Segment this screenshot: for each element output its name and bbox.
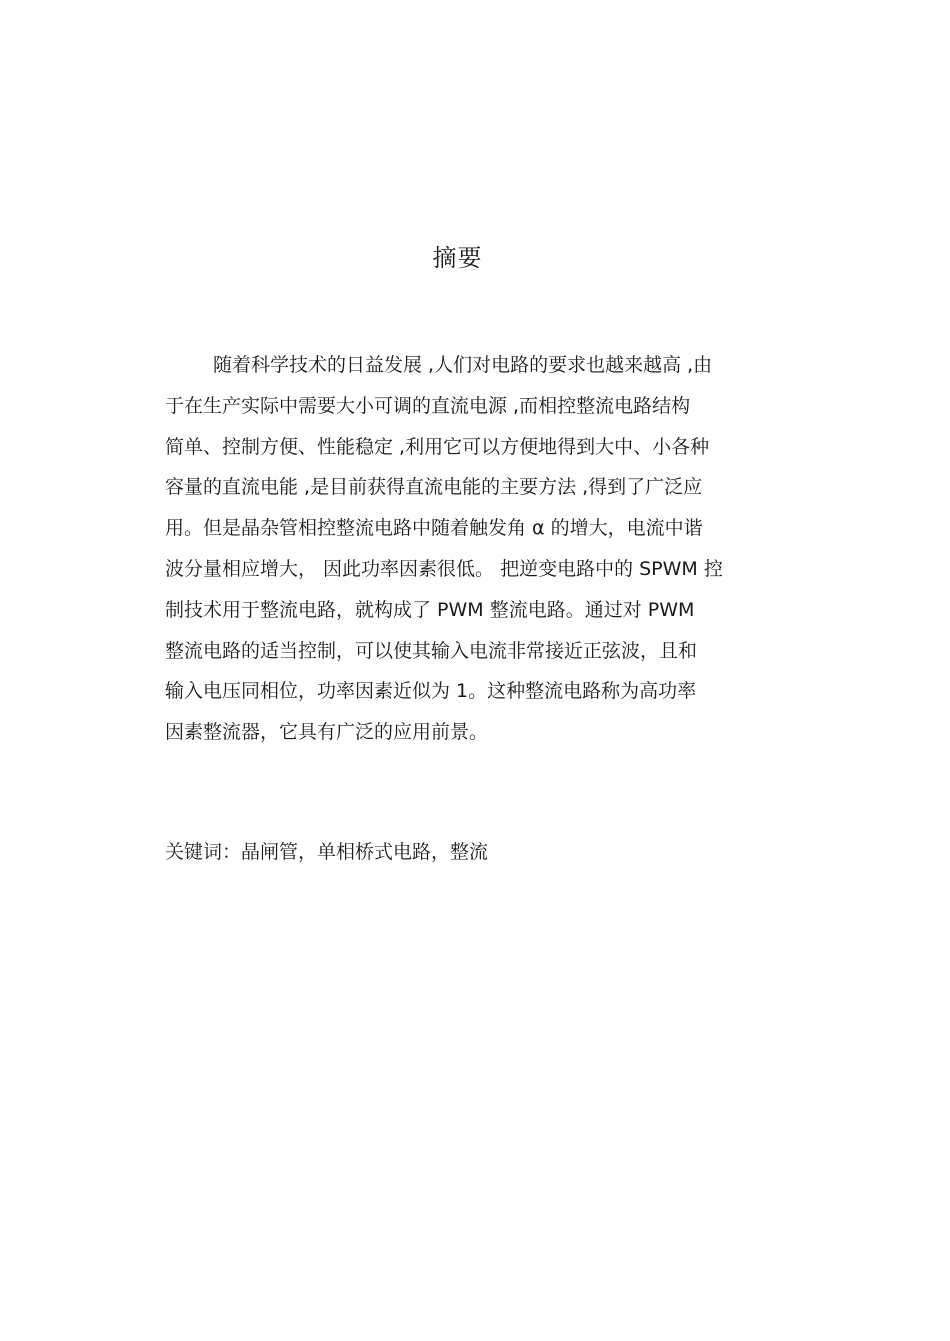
abstract-body xyxy=(165,345,785,753)
page-title: 摘要 xyxy=(432,244,483,272)
abstract-line: 容量的直流电能 ,是目前获得直流电能的主要方法 ,得到了广泛应 xyxy=(165,476,703,499)
keywords-line: 关键词：晶闸管，单相桥式电路，整流 xyxy=(165,841,489,863)
abstract-line: 用。但是晶杂管相控整流电路中随着触发角 α 的增大，电流中谐 xyxy=(165,517,703,540)
abstract-line: 随着科学技术的日益发展 ,人们对电路的要求也越来越高 ,由 xyxy=(213,354,713,376)
abstract-line: 简单、控制方便、性能稳定 ,利用它可以方便地得到大中、小各种 xyxy=(165,435,710,458)
abstract-line: 输入电压同相位，功率因素近似为 1。这种整流电路称为高功率 xyxy=(165,680,697,703)
abstract-line: 波分量相应增大， 因此功率因素很低。 把逆变电路中的 SPWM 控 xyxy=(165,557,723,580)
abstract-line: 制技术用于整流电路，就构成了 PWM 整流电路。通过对 PWM xyxy=(165,598,695,621)
abstract-line: 整流电路的适当控制，可以使其输入电流非常接近正弦波，且和 xyxy=(165,639,698,662)
abstract-line: 于在生产实际中需要大小可调的直流电源 ,而相控整流电路结构 xyxy=(165,394,691,417)
abstract-line: 因素整流器，它具有广泛的应用前景。 xyxy=(165,721,489,744)
